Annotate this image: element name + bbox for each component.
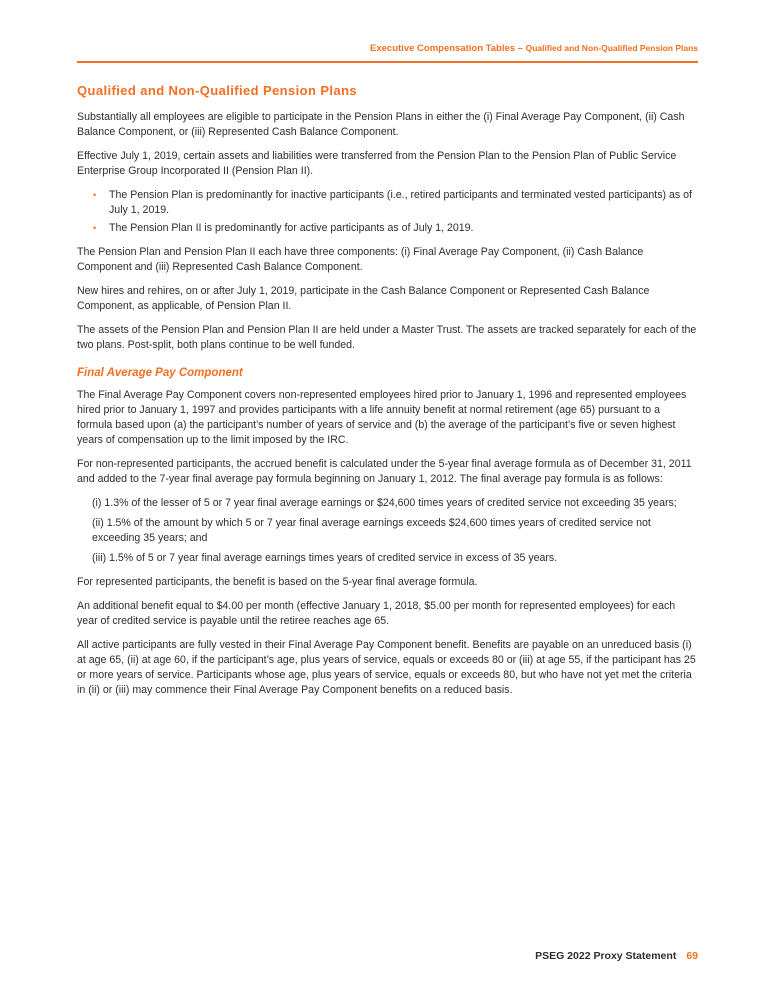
formula-item-i: (i) 1.3% of the lesser of 5 or 7 year final average earnings or $24,600 times years of credited service not exceeding 35 years;: [92, 497, 677, 509]
formula-item-iii: (iii) 1.5% of 5 or 7 year final average earnings times years of credited service in excess of 35 years.: [92, 552, 558, 564]
paragraph-components: The Pension Plan and Pension Plan II each have three components: (i) Final Average Pay Component, (ii) Cash Balance Component and (iii) Represented Cash Balance Component.: [77, 246, 644, 273]
paragraph-vesting: All active participants are fully vested in their Final Average Pay Component benefit. Benefits are payable on an unreduced basis (i) at age 65, (ii) at age 60, if the participant’s age, plus years of service, equals or exceeds 80 or (iii) at age 55, if the participant has 25 or more years of service. Participants whose age, plus years of service, equals or exceeds 80, but who have not yet met the criteria in (ii) or (iii) may commence their Final Average Pay Component benefits on a reduced basis.: [77, 639, 696, 696]
footer-text: PSEG 2022 Proxy Statement: [535, 950, 677, 962]
paragraph-non-represented: For non-represented participants, the accrued benefit is calculated under the 5-year final average formula as of December 31, 2011 and added to the 7-year final average pay formula beginning on January 1, 2012. The final average pay formula is as follows:: [77, 458, 692, 485]
bullet-icon: •: [93, 223, 97, 233]
paragraph-assets: The assets of the Pension Plan and Pension Plan II are held under a Master Trust. The assets are tracked separately for each of the two plans. Post-split, both plans continue to be well funded.: [77, 324, 697, 351]
bullet-list: [77, 188, 698, 236]
formula-list: [77, 496, 698, 566]
content-area: [77, 38, 698, 707]
paragraph-effective-date: Effective July 1, 2019, certain assets and liabilities were transferred from the Pension Plan to the Pension Plan of Public Service Enterprise Group Incorporated II (Pension Plan II).: [77, 150, 677, 177]
section-heading-final-average-pay: Final Average Pay Component: [77, 367, 243, 379]
bullet-text-pension-plan-ii: The Pension Plan II is predominantly for active participants as of July 1, 2019.: [109, 222, 474, 234]
paragraph-represented: For represented participants, the benefit is based on the 5-year final average formula.: [77, 576, 478, 588]
bullet-text-pension-plan: The Pension Plan is predominantly for inactive participants (i.e., retired participants and terminated vested participants) as of July 1, 2019.: [109, 189, 692, 216]
paragraph-new-hires: New hires and rehires, on or after July 1, 2019, participate in the Cash Balance Component or Represented Cash Balance Component, as applicable, of Pension Plan II.: [77, 285, 650, 312]
formula-item-ii: (ii) 1.5% of the amount by which 5 or 7 year final average earnings exceeds $24,600 times years of credited service not exceeding 35 years; and: [92, 517, 651, 544]
paragraph-coverage: The Final Average Pay Component covers non-represented employees hired prior to January 1, 1996 and represented employees hired prior to January 1, 1997 and provides participants with a life annuity benefit at normal retirement (age 65) pursuant to a formula based upon (a) the participant’s number of years of service and (b) the average of the participant’s five or seven highest years of compensation up to the limit imposed by the IRC.: [77, 389, 687, 446]
running-header: [77, 38, 698, 63]
running-header-separator: –: [515, 43, 526, 54]
page-title: Qualified and Non-Qualified Pension Plans: [77, 83, 358, 98]
page-footer: [535, 950, 698, 962]
running-header-subsection: Qualified and Non-Qualified Pension Plans: [525, 43, 698, 53]
paragraph-additional-benefit: An additional benefit equal to $4.00 per month (effective January 1, 2018, $5.00 per month for represented employees) for each year of credited service is payable until the retiree reaches age 65.: [77, 600, 676, 627]
list-item: [77, 188, 698, 218]
paragraph-intro: Substantially all employees are eligible to participate in the Pension Plans in either the (i) Final Average Pay Component, (ii) Cash Balance Component, or (iii) Represented Cash Balance Component.: [77, 111, 685, 138]
list-item: [77, 221, 698, 236]
footer-page-number: 69: [686, 950, 698, 962]
bullet-icon: •: [93, 190, 97, 200]
running-header-section: Executive Compensation Tables: [370, 43, 516, 54]
